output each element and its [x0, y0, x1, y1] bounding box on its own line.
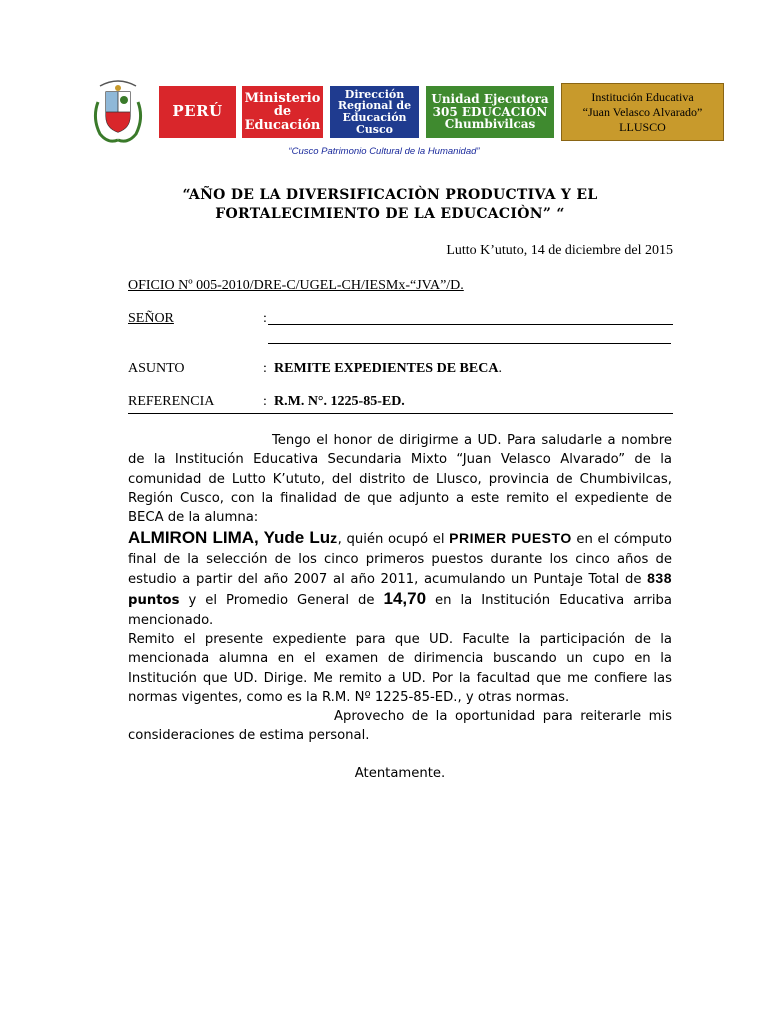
ministerio-logo: Ministerio de Educación	[242, 86, 323, 138]
puesto: PRIMER PUESTO	[449, 530, 572, 547]
year-name	[150, 186, 630, 224]
direccion-regional-logo: Dirección Regional de Educación Cusco	[330, 86, 419, 138]
recipient-line-2	[268, 343, 671, 344]
puntaje-unit: puntos	[128, 593, 180, 609]
recipient-line-1	[268, 324, 673, 325]
referencia-colon: :	[263, 394, 267, 409]
asunto-value: REMITE EXPEDIENTES DE BECA.	[274, 361, 502, 376]
p2-d: en la Institución Educativa arriba mencionado.	[128, 593, 673, 628]
paragraph-3: Remito el presente expediente para que UD. Faculte la participación de la mencionada alumna en el examen de dirimencia buscando un cupo en la Institución que UD. Dirige. Me remito a UD. Por la facultad que me confiere las normas vigentes, como es la R.M. Nº 1225-85-ED., y otras normas.	[128, 631, 672, 705]
peru-logo: PERÚ	[159, 86, 236, 138]
asunto-label: ASUNTO	[128, 361, 185, 376]
p2-c: y el Promedio General de	[179, 593, 384, 609]
slogan: “Cusco Patrimonio Cultural de la Humanidad”	[288, 146, 480, 157]
date-line: Lutto K’ututo, 14 de diciembre del 2015	[446, 243, 673, 258]
referencia-rule	[128, 413, 673, 414]
referencia-label: REFERENCIA	[128, 394, 215, 409]
paragraph-1: Tengo el honor de dirigirme a UD. Para saludarle a nombre de la Institución Educativa Secundaria Mixto “Juan Velasco Alvarado” de la comunidad de Lutto K’ututo, del distrito de Llusco, provincia de Chumbivilcas, Región Cusco, con la finalidad de que adjunto a este remito el expediente de BECA de la alumna:	[128, 433, 672, 526]
institucion-line-2: “Juan Velasco Alvarado”	[582, 104, 703, 119]
promedio: 14,70	[383, 589, 427, 609]
senor-label: SEÑOR	[128, 311, 174, 326]
unidad-ejecutora-logo	[426, 86, 554, 138]
unidad-line-2: 305 EDUCACIÓN	[432, 104, 548, 119]
letter-body	[128, 431, 672, 746]
paragraph-4: Aprovecho de la oportunidad para reiterarle mis consideraciones de estima personal.	[128, 709, 672, 744]
closing: Atentamente.	[354, 766, 446, 781]
institucion-logo	[561, 83, 724, 141]
puntaje-number: 838	[647, 570, 672, 587]
unidad-line-3: Chumbivilcas	[444, 117, 536, 132]
national-crest-icon	[90, 78, 146, 148]
paragraph-2	[128, 528, 672, 629]
institucion-line-3: LLUSCO	[619, 119, 666, 134]
year-name-line-2: FORTALECIMIENTO DE LA EDUCACIÒN” “	[215, 206, 565, 222]
p2-a: , quién ocupó el	[337, 532, 450, 548]
asunto-text: REMITE EXPEDIENTES DE BECA	[274, 361, 499, 376]
senor-colon: :	[263, 311, 267, 326]
student-name: ALMIRON LIMA, Yude Lu	[128, 528, 331, 548]
institucion-line-1: Institución Educativa	[591, 89, 694, 104]
unidad-line-1: Unidad Ejecutora	[431, 92, 549, 107]
year-name-line-1: “AÑO DE LA DIVERSIFICACIÒN PRODUCTIVA Y EL	[182, 187, 598, 203]
oficio-number: OFICIO Nº 005-2010/DRE-C/UGEL-CH/IESMx-“JVA”/D.	[128, 278, 464, 293]
asunto-colon: :	[263, 361, 267, 376]
p2-b: en el cómputo final de la selección de los cinco primeros puestos durante los cinco años de estudio a partir del año 2007 al año 2011, acumulando un Puntaje Total de	[128, 532, 672, 588]
student-name-end: z	[330, 530, 338, 547]
referencia-value: R.M. N°. 1225-85-ED.	[274, 394, 405, 409]
